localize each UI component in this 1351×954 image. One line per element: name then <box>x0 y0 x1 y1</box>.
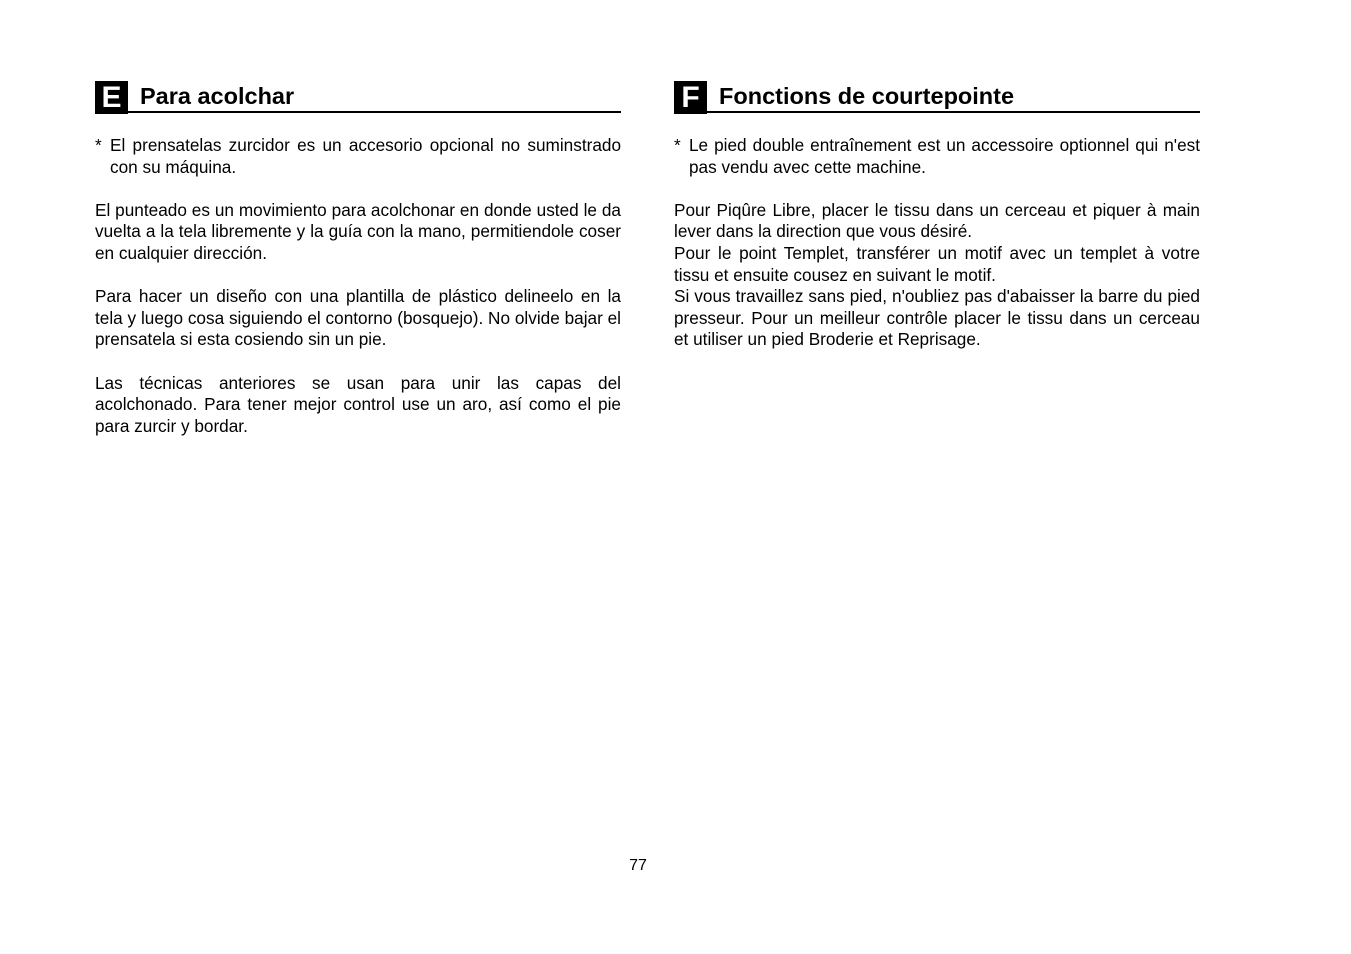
french-body <box>674 135 1200 351</box>
page-number: 77 <box>629 857 647 874</box>
spanish-paragraph-3: Las técnicas anteriores se usan para unir las capas del acolchonado. Para tener mejor control use un aro, así como el pie para zurcir y bordar. <box>95 372 621 436</box>
french-note-text: Le pied double entraînement est un accessoire optionnel qui n'est pas vendu avec cette machine. <box>689 135 1200 177</box>
note-asterisk: * <box>95 135 102 155</box>
spanish-section-title: Para acolchar <box>140 82 295 109</box>
spanish-section <box>95 81 621 437</box>
note-asterisk: * <box>674 135 681 155</box>
language-badge-f: F <box>674 81 707 114</box>
french-section <box>674 81 1200 351</box>
french-paragraph-1: Pour Piqûre Libre, placer le tissu dans un cerceau et piquer à main lever dans la direction que vous désiré. <box>674 199 1200 242</box>
spanish-section-header <box>95 81 621 113</box>
spanish-paragraph-2: Para hacer un diseño con una plantilla de plástico delineelo en la tela y luego cosa siguiendo el contorno (bosquejo). No olvide bajar el prensatela si esta cosiendo sin un pie. <box>95 286 621 350</box>
french-note <box>674 135 1200 178</box>
french-section-title: Fonctions de courtepointe <box>719 82 1015 109</box>
spanish-note <box>95 135 621 178</box>
spanish-body <box>95 135 621 437</box>
spanish-paragraph-1: El punteado es un movimiento para acolchonar en donde usted le da vuelta a la tela libremente y la guía con la mano, permitiendole coser en cualquier dirección. <box>95 199 621 263</box>
french-paragraph-3: Si vous travaillez sans pied, n'oubliez pas d'abaisser la barre du pied presseur. Pour un meilleur contrôle placer le tissu dans un cerceau et utiliser un pied Broderie et Reprisage. <box>674 286 1200 350</box>
spanish-note-text: El prensatelas zurcidor es un accesorio opcional no suminstrado con su máquina. <box>110 135 621 177</box>
language-badge-e: E <box>95 81 128 114</box>
french-section-header <box>674 81 1200 113</box>
french-paragraph-2: Pour le point Templet, transférer un motif avec un templet à votre tissu et ensuite cousez en suivant le motif. <box>674 242 1200 285</box>
